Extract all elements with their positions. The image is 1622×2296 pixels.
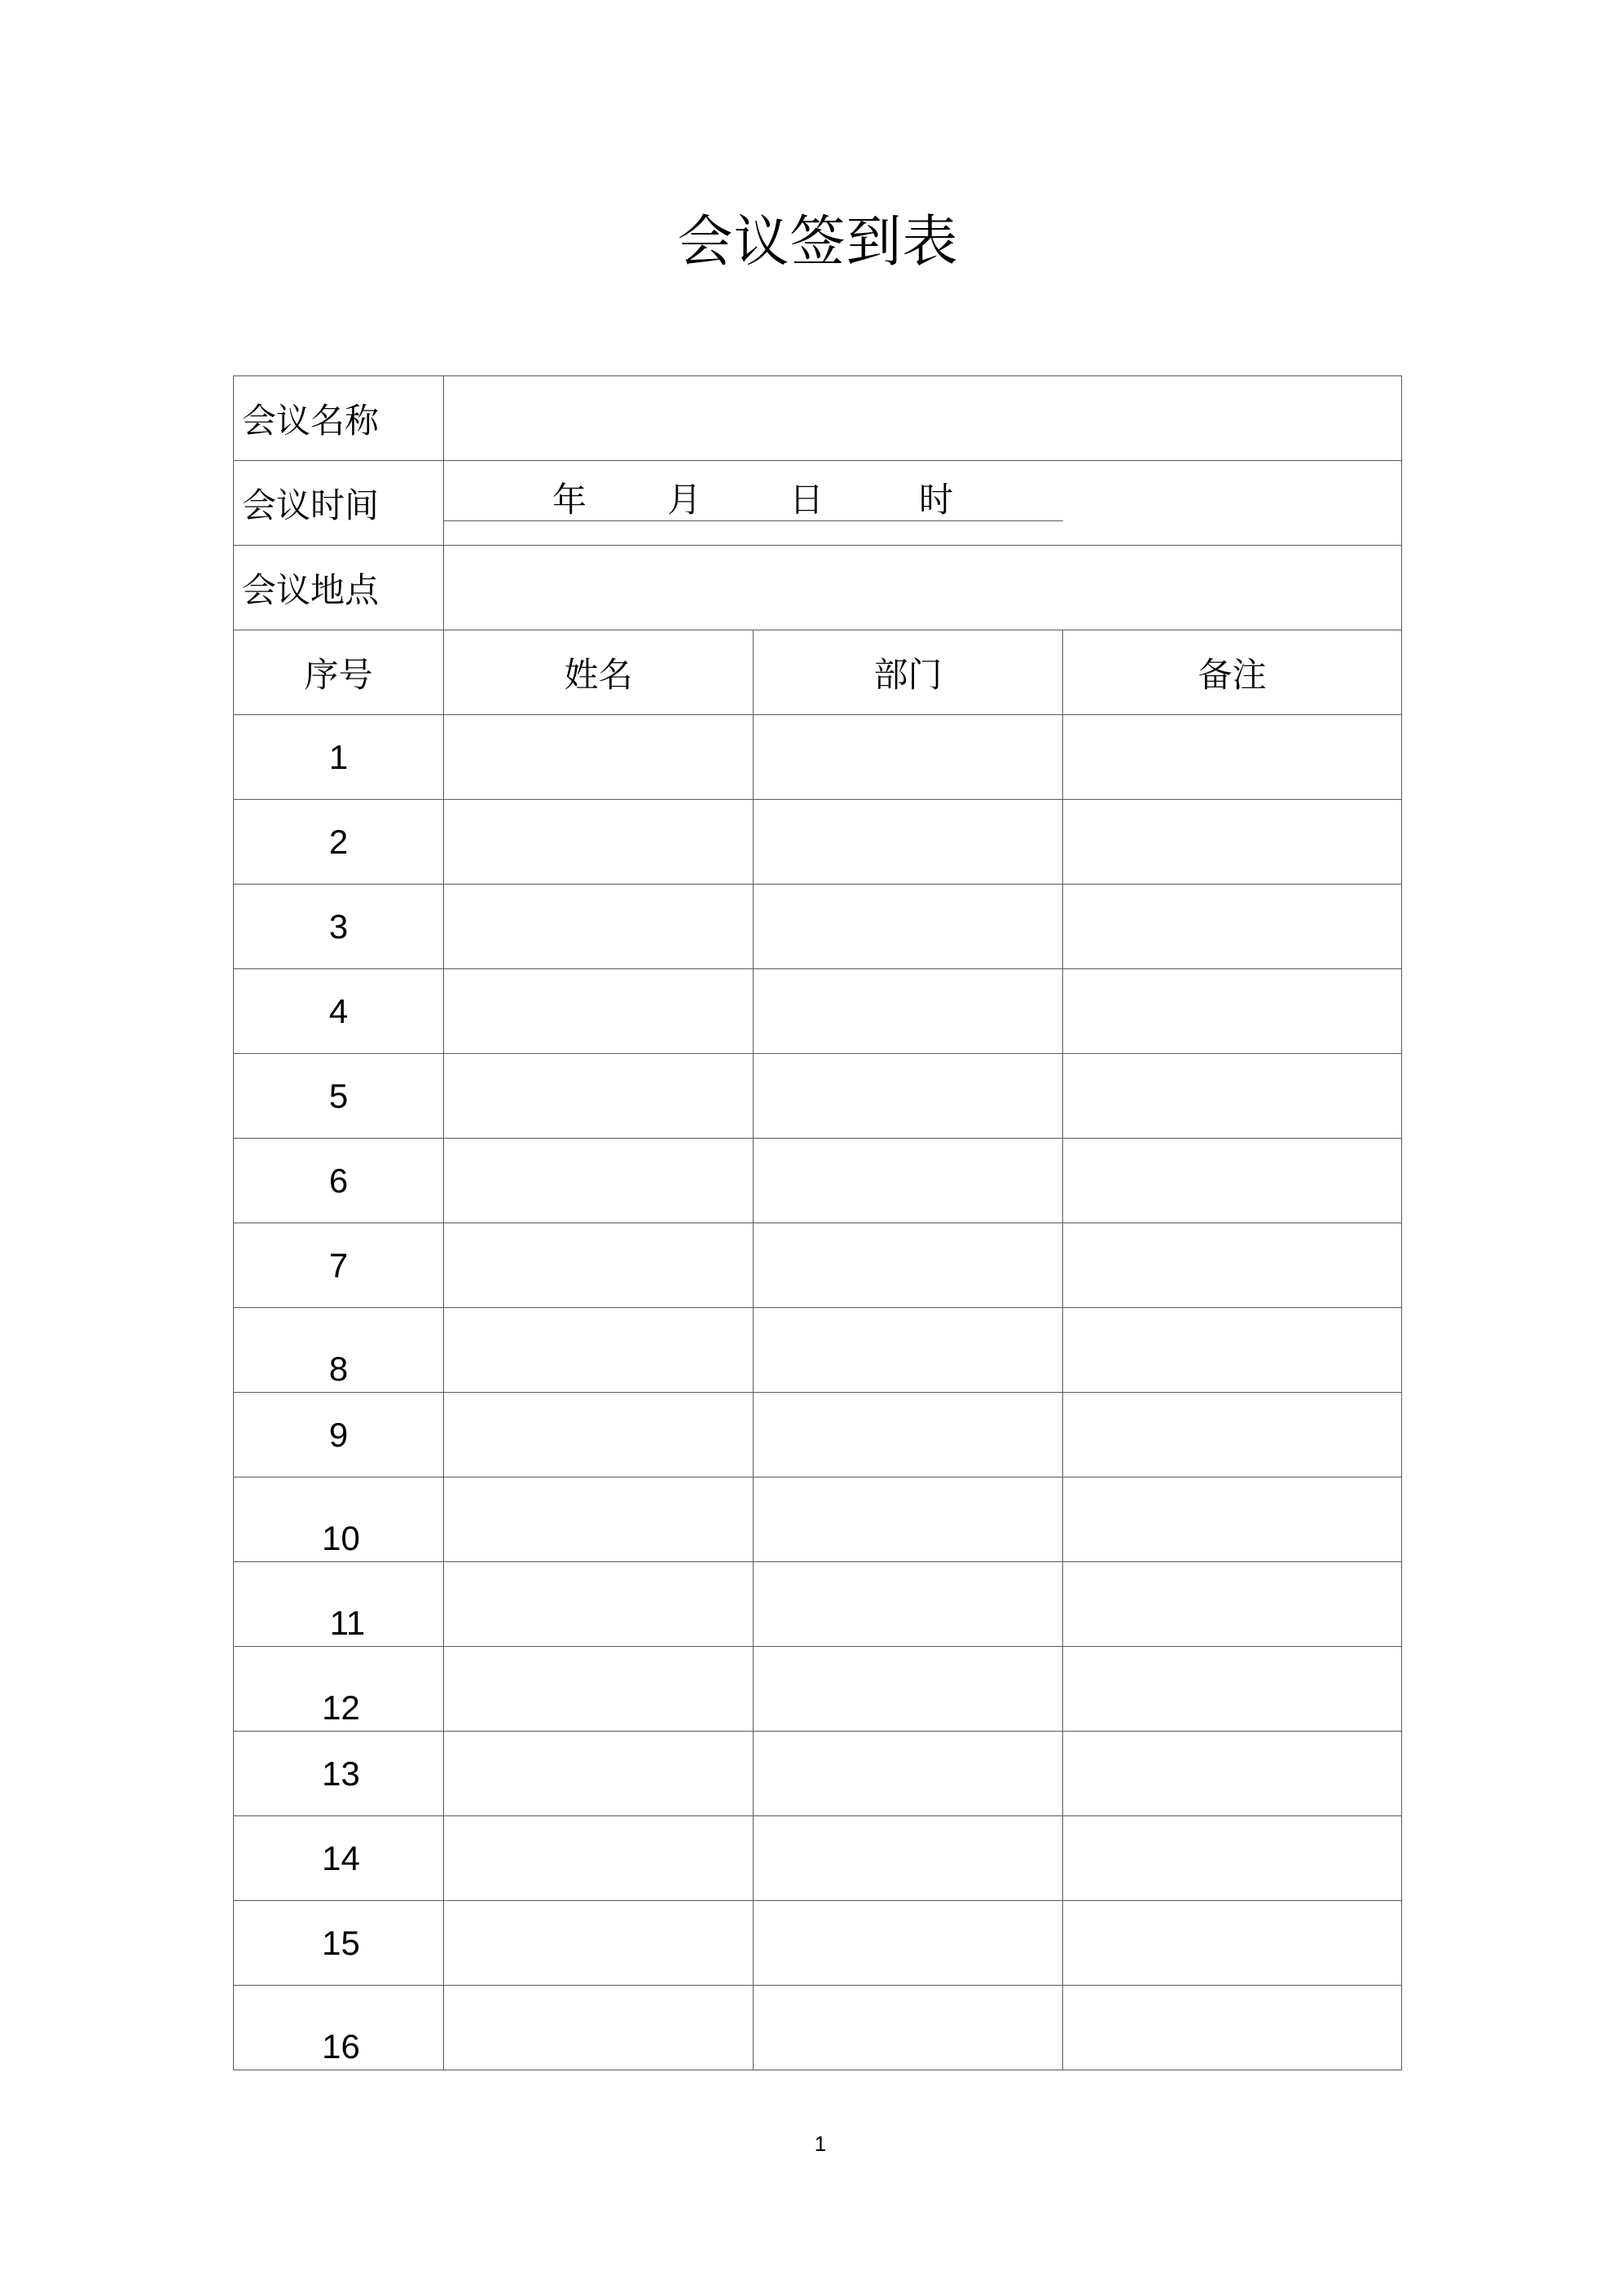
- page-number: 1: [814, 2131, 827, 2156]
- dept-cell[interactable]: [754, 1223, 1063, 1308]
- meeting-time-label: 会议时间: [234, 461, 444, 546]
- table-row: [234, 969, 1402, 1054]
- row-number: 9: [234, 1393, 444, 1477]
- dept-cell[interactable]: [754, 1477, 1063, 1562]
- dept-cell[interactable]: [754, 1054, 1063, 1139]
- note-cell[interactable]: [1063, 1562, 1402, 1647]
- meeting-name-row: [234, 376, 1402, 461]
- name-cell[interactable]: [444, 1732, 754, 1816]
- row-number: 4: [234, 969, 444, 1054]
- name-cell[interactable]: [444, 1139, 754, 1223]
- row-number-text: 11: [329, 1604, 366, 1642]
- hour-unit: 时: [919, 480, 954, 520]
- note-cell[interactable]: [1063, 1901, 1402, 1986]
- name-cell[interactable]: [444, 1816, 754, 1901]
- name-cell[interactable]: [444, 1308, 754, 1393]
- row-number: 2: [234, 800, 444, 885]
- note-cell[interactable]: [1063, 1647, 1402, 1732]
- name-cell[interactable]: [444, 1562, 754, 1647]
- name-cell[interactable]: [444, 969, 754, 1054]
- name-cell[interactable]: [444, 1647, 754, 1732]
- dept-cell[interactable]: [754, 800, 1063, 885]
- name-cell[interactable]: [444, 715, 754, 800]
- dept-cell[interactable]: [754, 1308, 1063, 1393]
- table-row: [234, 1139, 1402, 1223]
- row-number: [234, 1986, 444, 2070]
- row-number: 1: [234, 715, 444, 800]
- row-number: [234, 1901, 444, 1986]
- row-number: [234, 1816, 444, 1901]
- table-row: [234, 1732, 1402, 1816]
- table-row: [234, 1647, 1402, 1732]
- dept-cell[interactable]: [754, 1139, 1063, 1223]
- note-cell[interactable]: [1063, 885, 1402, 969]
- table-row: [234, 1986, 1402, 2070]
- name-cell[interactable]: [444, 885, 754, 969]
- row-number-text: 12: [322, 1688, 360, 1727]
- row-number: 7: [234, 1223, 444, 1308]
- row-number-text: 16: [322, 2027, 360, 2066]
- dept-cell[interactable]: [754, 1393, 1063, 1477]
- table-row: [234, 715, 1402, 800]
- row-number-text: 14: [322, 1838, 360, 1877]
- note-cell[interactable]: [1063, 1223, 1402, 1308]
- note-cell[interactable]: [1063, 1139, 1402, 1223]
- name-cell[interactable]: [444, 1223, 754, 1308]
- name-cell[interactable]: [444, 1477, 754, 1562]
- row-number: [234, 1647, 444, 1732]
- table-row: [234, 800, 1402, 885]
- dept-cell[interactable]: [754, 1647, 1063, 1732]
- meeting-location-row: [234, 546, 1402, 630]
- row-number: [234, 1732, 444, 1816]
- note-cell[interactable]: [1063, 1816, 1402, 1901]
- note-cell[interactable]: [1063, 969, 1402, 1054]
- note-cell[interactable]: [1063, 1986, 1402, 2070]
- meeting-location-label: 会议地点: [234, 546, 444, 630]
- dept-cell[interactable]: [754, 715, 1063, 800]
- column-header-row: [234, 630, 1402, 715]
- meeting-time-field[interactable]: [444, 461, 1402, 546]
- table-row: [234, 885, 1402, 969]
- column-header-note: 备注: [1063, 630, 1402, 715]
- row-number: [234, 1477, 444, 1562]
- row-number-text: 13: [322, 1754, 360, 1793]
- row-number: 6: [234, 1139, 444, 1223]
- row-number: 3: [234, 885, 444, 969]
- table-row: [234, 1393, 1402, 1477]
- time-underline: [444, 520, 1063, 521]
- table-row: [234, 1477, 1402, 1562]
- column-header-dept: 部门: [754, 630, 1063, 715]
- dept-cell[interactable]: [754, 1732, 1063, 1816]
- dept-cell[interactable]: [754, 1562, 1063, 1647]
- table-row: [234, 1562, 1402, 1647]
- meeting-name-field[interactable]: [444, 376, 1402, 461]
- note-cell[interactable]: [1063, 1308, 1402, 1393]
- meeting-time-row: [234, 461, 1402, 546]
- table-row: [234, 1308, 1402, 1393]
- dept-cell[interactable]: [754, 885, 1063, 969]
- note-cell[interactable]: [1063, 715, 1402, 800]
- month-unit: 月: [667, 480, 702, 520]
- time-units: [444, 479, 1063, 521]
- table-row: [234, 1901, 1402, 1986]
- row-number-text: 10: [322, 1519, 360, 1557]
- table-row: [234, 1816, 1402, 1901]
- name-cell[interactable]: [444, 800, 754, 885]
- dept-cell[interactable]: [754, 969, 1063, 1054]
- name-cell[interactable]: [444, 1054, 754, 1139]
- column-header-name: 姓名: [444, 630, 754, 715]
- row-number-text: 15: [322, 1923, 360, 1962]
- dept-cell[interactable]: [754, 1901, 1063, 1986]
- year-unit: 年: [552, 480, 587, 520]
- row-number: 5: [234, 1054, 444, 1139]
- note-cell[interactable]: [1063, 1477, 1402, 1562]
- day-unit: 日: [789, 480, 824, 520]
- note-cell[interactable]: [1063, 1054, 1402, 1139]
- note-cell[interactable]: [1063, 1393, 1402, 1477]
- table-row: [234, 1223, 1402, 1308]
- name-cell[interactable]: [444, 1393, 754, 1477]
- row-number: 8: [234, 1308, 444, 1393]
- row-number: [234, 1562, 444, 1647]
- name-cell[interactable]: [444, 1986, 754, 2070]
- column-header-no: 序号: [234, 630, 444, 715]
- meeting-name-label: 会议名称: [234, 376, 444, 461]
- dept-cell[interactable]: [754, 1986, 1063, 2070]
- document-title: 会议签到表: [677, 210, 959, 274]
- name-cell[interactable]: [444, 1901, 754, 1986]
- note-cell[interactable]: [1063, 800, 1402, 885]
- meeting-location-field[interactable]: [444, 546, 1402, 630]
- sign-in-table: [233, 375, 1402, 2070]
- dept-cell[interactable]: [754, 1816, 1063, 1901]
- note-cell[interactable]: [1063, 1732, 1402, 1816]
- table-row: [234, 1054, 1402, 1139]
